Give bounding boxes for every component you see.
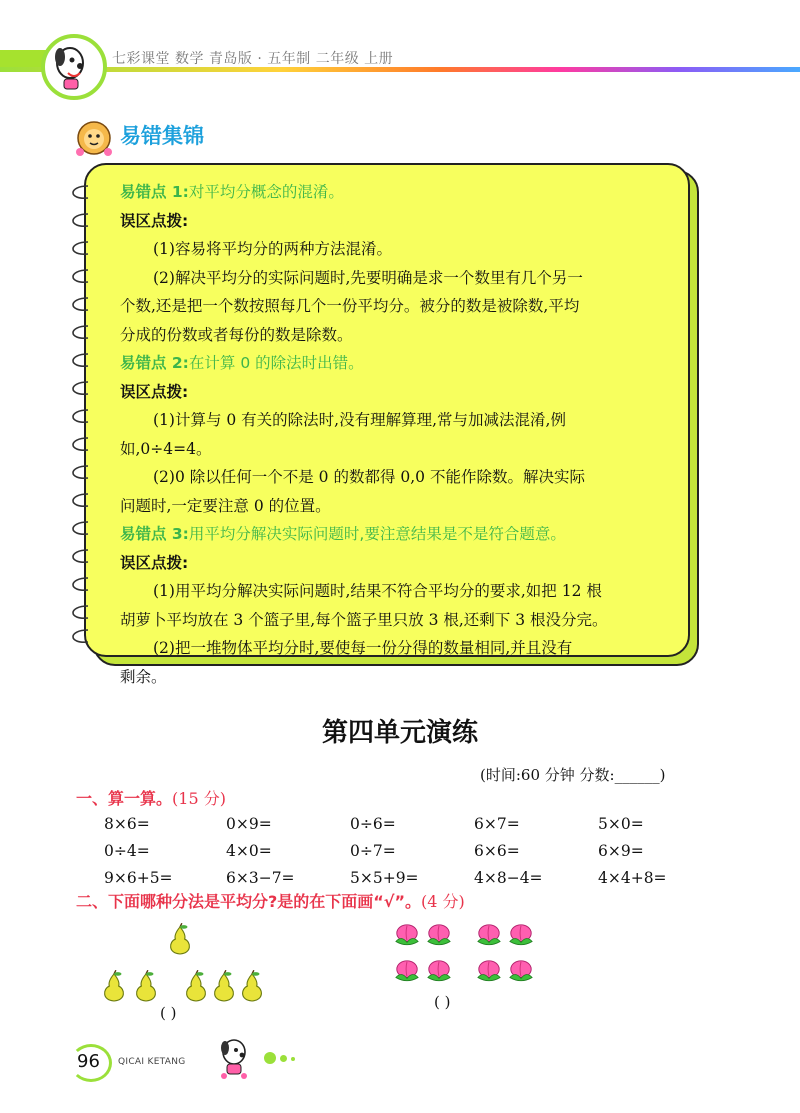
calc-expression: 4×8−4= [474, 869, 543, 887]
tip-heading-2: 误区点拨: [120, 382, 189, 401]
pear-icon [238, 970, 266, 1004]
calc-expression: 9×6+5= [104, 869, 173, 887]
pear-icon [100, 970, 128, 1004]
text-line: (1)用平均分解决实际问题时,结果不符合平均分的要求,如把 12 根 [153, 582, 602, 600]
tip-heading-1: 误区点拨: [120, 211, 189, 230]
dog-mascot-icon [40, 33, 108, 101]
section-title: 易错集锦 [120, 124, 204, 148]
pear-icon [182, 970, 210, 1004]
text-line: 分成的份数或者每份的数是除数。 [120, 325, 353, 344]
text-line: 问题时,一定要注意 0 的位置。 [120, 496, 331, 515]
answer-paren-left[interactable]: ( ) [160, 1004, 177, 1022]
peach-icon [424, 922, 454, 948]
q2-title: 二、下面哪种分法是平均分?是的在下面画“√”。(4 分) [76, 892, 465, 911]
error-point-3: 易错点 3:用平均分解决实际问题时,要注意结果是不是符合题意。 [120, 525, 566, 543]
calc-expression: 6×6= [474, 842, 520, 860]
calc-expression: 0÷7= [350, 842, 396, 860]
answer-paren-right[interactable]: ( ) [434, 993, 451, 1011]
text-line: (2)解决平均分的实际问题时,先要明确是求一个数里有几个另一 [153, 268, 583, 287]
calc-expression: 4×0= [226, 842, 272, 860]
unit-title: 第四单元演练 [321, 718, 478, 748]
pear-icon [132, 970, 160, 1004]
decor-dot [264, 1052, 276, 1064]
peach-icon [474, 958, 504, 984]
text-line: 如,0÷4=4。 [120, 439, 212, 458]
time-score-line: (时间:60 分钟 分数:______) [480, 766, 666, 784]
calc-expression: 4×4+8= [598, 869, 667, 887]
decor-dot [280, 1055, 287, 1062]
peach-icon [474, 922, 504, 948]
text-line: (1)容易将平均分的两种方法混淆。 [153, 240, 392, 258]
text-line: 剩余。 [120, 667, 167, 686]
calc-expression: 0÷6= [350, 815, 396, 833]
peach-icon [506, 958, 536, 984]
text-line: 胡萝卜平均放在 3 个篮子里,每个篮子里只放 3 根,还剩下 3 根没分完。 [120, 610, 608, 629]
peach-icon [506, 922, 536, 948]
calc-expression: 5×5+9= [350, 869, 419, 887]
calc-expression: 8×6= [104, 815, 150, 833]
dog-mascot-icon [212, 1034, 258, 1080]
page-number: 96 [70, 1044, 112, 1082]
calc-expression: 0×9= [226, 815, 272, 833]
tip-heading-3: 误区点拨: [120, 553, 189, 572]
pear-icon [210, 970, 238, 1004]
notebook-content [120, 178, 665, 691]
text-line: (2)0 除以任何一个不是 0 的数都得 0,0 不能作除数。解决实际 [153, 468, 585, 486]
text-line: (1)计算与 0 有关的除法时,没有理解算理,常与加减法混淆,例 [153, 411, 566, 429]
text-line: 个数,还是把一个数按照每几个一份平均分。被分的数是被除数,平均 [120, 297, 580, 315]
footer-text: QICAI KETANG [118, 1057, 186, 1067]
calc-expression: 6×3−7= [226, 869, 295, 887]
spiral-rings-icon [66, 178, 106, 648]
q1-title: 一、算一算。(15 分) [76, 789, 226, 808]
decor-dot [291, 1057, 295, 1061]
text-line: (2)把一堆物体平均分时,要使每一份分得的数量相同,并且没有 [153, 639, 573, 657]
peach-icon [392, 922, 422, 948]
peach-icon [424, 958, 454, 984]
pear-icon [166, 923, 194, 957]
lion-face-icon [72, 118, 116, 158]
calc-expression: 5×0= [598, 815, 644, 833]
error-point-1: 易错点 1:对平均分概念的混淆。 [120, 183, 344, 201]
calc-expression: 6×9= [598, 842, 644, 860]
header-title: 七彩课堂 数学 青岛版 · 五年制 二年级 上册 [112, 51, 394, 67]
calc-expression: 6×7= [474, 815, 520, 833]
calc-expression: 0÷4= [104, 842, 150, 860]
peach-icon [392, 958, 422, 984]
error-point-2: 易错点 2:在计算 0 的除法时出错。 [120, 354, 364, 372]
